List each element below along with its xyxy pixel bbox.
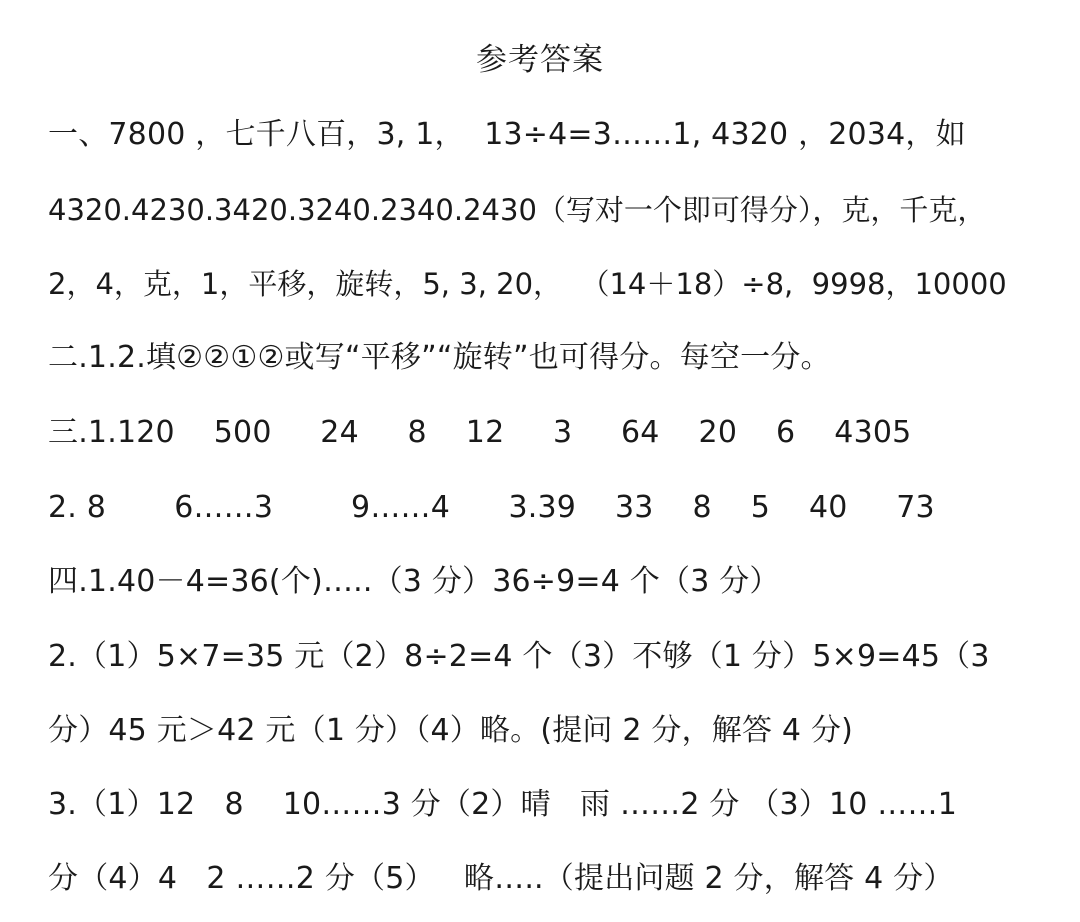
answer-line-section-4-c: 分）45 元＞42 元（1 分）（4）略。(提问 2 分，解答 4 分): [48, 713, 854, 748]
answer-line-section-3-a: 三.1.120 500 24 8 12 3 64 20 6 4305: [48, 415, 912, 450]
answer-line-section-4-e: 分（4）4 2 ……2 分（5） 略…..（提出问题 2 分，解答 4 分）: [48, 861, 954, 896]
answer-line-section-1-a: 一、7800 ，七千八百，3, 1， 13÷4=3……1, 4320 ，2034，如: [48, 117, 966, 152]
answer-line-section-4-b: 2.（1）5×7=35 元（2）8÷2=4 个（3）不够（1 分）5×9=45（3: [48, 639, 990, 674]
page-title: 参考答案: [476, 42, 604, 78]
answer-line-section-2: 二.1.2.填②②①②或写“平移”“旋转”也可得分。每空一分。: [48, 340, 831, 375]
answer-line-section-4-a: 四.1.40－4=36(个)…..（3 分）36÷9=4 个（3 分）: [48, 564, 780, 599]
answer-line-section-1-c: 2，4，克，1，平移，旋转，5, 3, 20， （14＋18）÷8, 9998，10000: [48, 267, 1007, 301]
answer-line-section-4-d: 3.（1）12 8 10……3 分（2）晴 雨 ……2 分 （3）10 ……1: [48, 787, 957, 822]
answer-line-section-1-b: 4320.4230.3420.3240.2340.2430（写对一个即可得分），克，千克，: [48, 193, 987, 227]
answer-line-section-3-b: 2. 8 6……3 9……4 3.39 33 8 5 40 73: [48, 490, 935, 525]
